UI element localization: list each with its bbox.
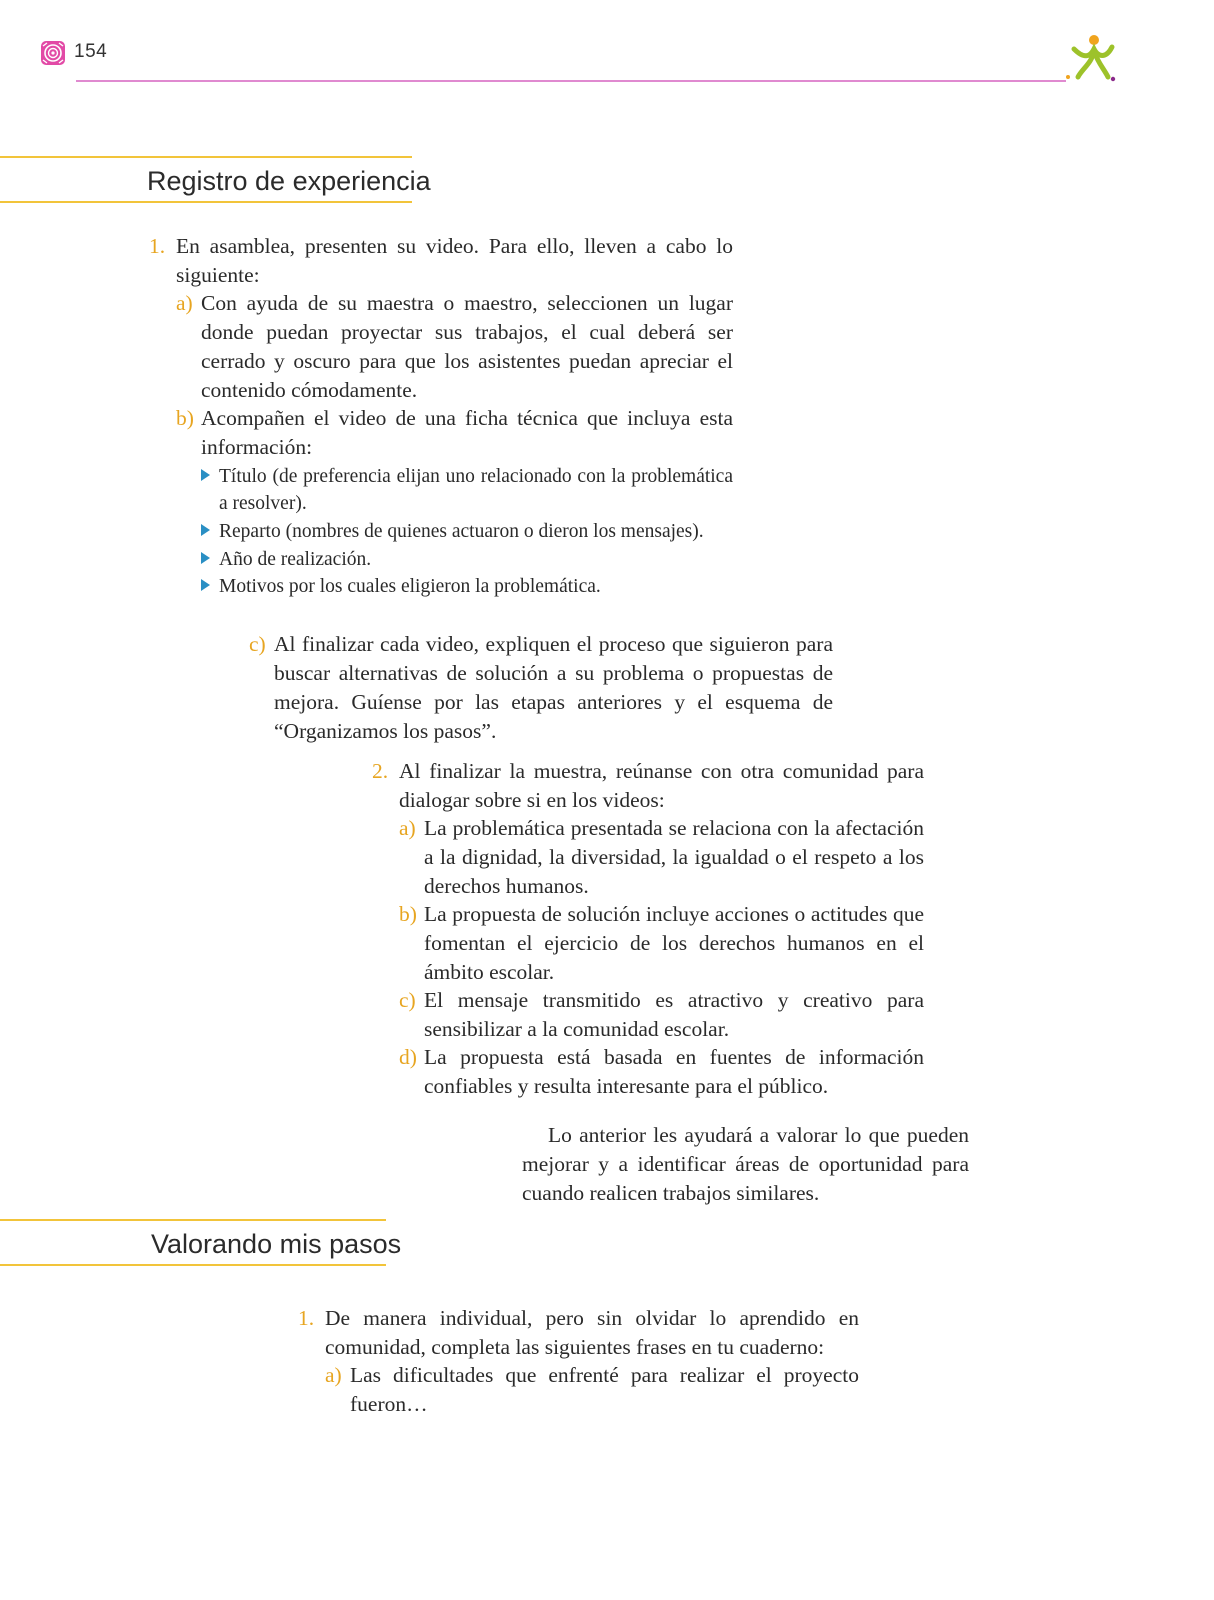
sub-item-label: a) xyxy=(176,291,193,315)
item-text: De manera individual, pero sin olvidar lo aprendido en comunidad, completa las siguientes frases en tu cuaderno: xyxy=(325,1306,859,1359)
header-rule xyxy=(76,80,1066,82)
item-number: 1. xyxy=(298,1306,315,1330)
triangle-bullet-icon xyxy=(201,463,219,517)
bullet-item xyxy=(201,463,733,517)
bullet-item xyxy=(201,573,733,600)
sub-item xyxy=(325,1361,859,1419)
sub-item-text: Las dificultades que enfrenté para realizar el proyecto fueron… xyxy=(350,1363,859,1416)
section-top-rule xyxy=(0,1219,386,1221)
triangle-bullet-icon xyxy=(201,518,219,545)
triangle-bullet-icon xyxy=(201,573,219,600)
sub-item-text: La problemática presentada se relaciona con la afectación a la dignidad, la diversidad, la igualdad o el respeto a los derechos humanos. xyxy=(424,816,924,898)
green-figure-logo-icon xyxy=(1064,33,1116,83)
sub-item-text: Al finalizar cada video, expliquen el proceso que siguieron para buscar alternativas de solución a su problema o propuestas de mejora. Guíense por las etapas anteriores y el esquema de “Organizamos los pasos”. xyxy=(274,632,833,743)
sub-item-label: a) xyxy=(399,816,416,840)
sub-item-text: La propuesta de solución incluye acciones o actitudes que fomentan el ejercicio de los derechos humanos en el ámbito escolar. xyxy=(424,902,924,984)
sub-item-text: Con ayuda de su maestra o maestro, seleccionen un lugar donde puedan proyectar sus trabajos, el cual deberá ser cerrado y oscuro para que los asistentes puedan apreciar el contenido cómodamente. xyxy=(201,291,733,402)
section-title-registro: Registro de experiencia xyxy=(147,166,431,196)
item-number: 1. xyxy=(149,234,166,258)
item-text: En asamblea, presenten su video. Para ello, lleven a cabo lo siguiente: xyxy=(176,234,733,287)
bullet-text: Motivos por los cuales eligieron la problemática. xyxy=(219,576,601,597)
sub-item xyxy=(399,814,924,901)
sub-item xyxy=(399,1043,924,1101)
sub-item-label: c) xyxy=(249,632,266,656)
sub-item xyxy=(399,986,924,1044)
sub-item xyxy=(399,900,924,987)
pink-ornament-icon xyxy=(40,40,66,66)
sub-item xyxy=(249,630,833,746)
bullet-text: Reparto (nombres de quienes actuaron o dieron los mensajes). xyxy=(219,521,704,542)
sub-item-text: El mensaje transmitido es atractivo y creativo para sensibilizar a la comunidad escolar. xyxy=(424,988,924,1041)
section-top-rule xyxy=(0,156,412,158)
sub-item-text: La propuesta está basada en fuentes de información confiables y resulta interesante para el público. xyxy=(424,1045,924,1098)
bullet-text: Año de realización. xyxy=(219,549,372,570)
closing-paragraph: Lo anterior les ayudará a valorar lo que pueden mejorar y a identificar áreas de oportunidad para cuando realicen trabajos similares. xyxy=(522,1123,969,1205)
item-number: 2. xyxy=(372,759,389,783)
sub-item-label: d) xyxy=(399,1045,417,1069)
sub-item-label: b) xyxy=(399,902,417,926)
section-title-valorando: Valorando mis pasos xyxy=(151,1229,402,1259)
list-item xyxy=(372,757,924,815)
bullet-text: Título (de preferencia elijan uno relacionado con la problemática a resolver). xyxy=(219,466,733,514)
sub-item xyxy=(176,404,733,462)
list-item xyxy=(298,1304,859,1362)
sub-item-label: a) xyxy=(325,1363,342,1387)
item-text: Al finalizar la muestra, reúnanse con otra comunidad para dialogar sobre si en los videos: xyxy=(399,759,924,812)
sub-item-label: b) xyxy=(176,406,194,430)
section-bottom-rule xyxy=(0,201,412,203)
triangle-bullet-icon xyxy=(201,546,219,573)
section-bottom-rule xyxy=(0,1264,386,1266)
sub-item-label: c) xyxy=(399,988,416,1012)
bullet-item xyxy=(201,546,733,573)
page-number: 154 xyxy=(74,41,108,62)
bullet-item xyxy=(201,518,733,545)
sub-item-text: Acompañen el video de una ficha técnica que incluya esta información: xyxy=(201,406,733,459)
list-item xyxy=(149,232,733,290)
sub-item xyxy=(176,289,733,405)
